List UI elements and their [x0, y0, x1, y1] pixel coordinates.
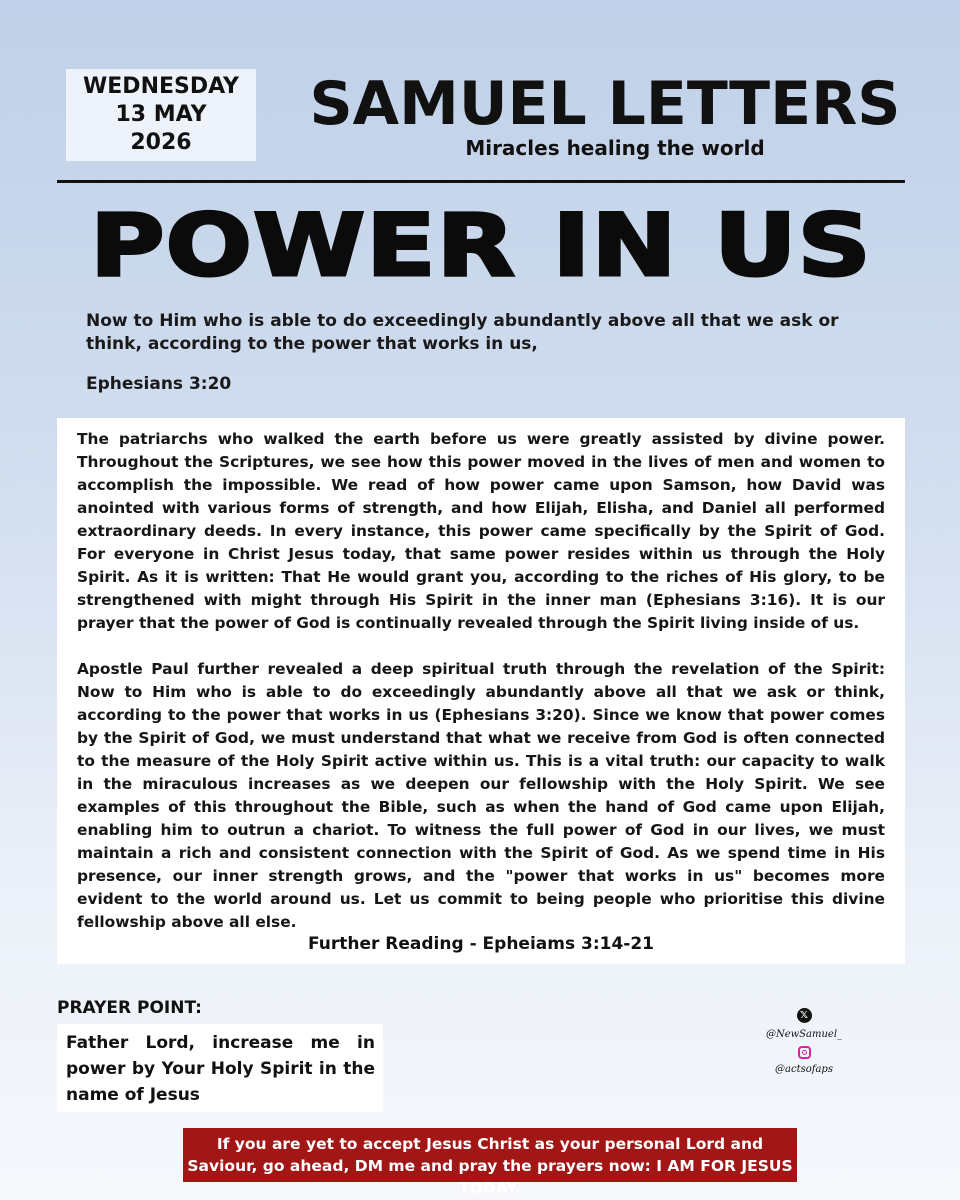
instagram-handle: @actsofaps	[775, 1064, 833, 1075]
x-handle: @NewSamuel_	[765, 1029, 843, 1040]
headline: POWER IN US	[90, 196, 872, 296]
prayer-point-label: PRAYER POINT:	[57, 998, 202, 1018]
salvation-call-to-action: If you are yet to accept Jesus Christ as your personal Lord and Saviour, go ahead, DM me and pray the prayers now: I AM FOR JESUS TODAY.	[183, 1128, 797, 1182]
header-divider	[57, 180, 905, 183]
instagram-icon	[798, 1046, 811, 1059]
date-box	[66, 69, 256, 161]
date-day-month: 13 MAY	[115, 102, 207, 127]
further-reading: Further Reading - Epheiams 3:14-21	[307, 934, 655, 954]
date-year: 2026	[130, 130, 192, 155]
prayer-point-text: Father Lord, increase me in power by Your Holy Spirit in the name of Jesus	[57, 1024, 383, 1112]
devotional-body-text	[77, 428, 885, 934]
devotional-body-card	[57, 418, 905, 964]
verse-text: Now to Him who is able to do exceedingly abundantly above all that we ask or think, according to the power that works in us,	[86, 311, 839, 354]
brand-tagline: Miracles healing the world	[465, 136, 765, 160]
date-weekday: WEDNESDAY	[83, 74, 239, 99]
body-paragraph-2: Apostle Paul further revealed a deep spiritual truth through the revelation of the Spirit: Now to Him who is able to do exceedingly abundantly above all that we ask or think, according to the power that works in us (Ephesians 3:20). Since we know that power comes by the Spirit of God, we must understand that what we receive from God is often connected to the measure of the Holy Spirit active within us. This is a vital truth: our capacity to walk in the miraculous increases as we deepen our fellowship with the Holy Spirit. We see examples of this throughout the Bible, such as when the hand of God came upon Elijah, enabling him to outrun a chariot. To witness the full power of God in our lives, we must maintain a rich and consistent connection with the Spirit of God. As we spend time in His presence, our inner strength grows, and the "power that works in us" becomes more evident to the world around us. Let us commit to being people who prioritise this divine fellowship above all else.	[77, 660, 885, 931]
body-paragraph-1: The patriarchs who walked the earth before us were greatly assisted by divine power. Throughout the Scriptures, we see how this power moved in the lives of men and women to accomplish the impossible. We read of how power came upon Samson, how David was anointed with various forms of strength, and how Elijah, Elisha, and Daniel all performed extraordinary deeds. In every instance, this power came specifically by the Spirit of God. For everyone in Christ Jesus today, that same power resides within us through the Holy Spirit. As it is written: That He would grant you, according to the riches of His glory, to be strengthened with might through His Spirit in the inner man (Ephesians 3:16). It is our prayer that the power of God is continually revealed through the Spirit living inside of us.	[77, 430, 885, 632]
social-handles	[758, 1008, 850, 1075]
verse-reference: Ephesians 3:20	[86, 374, 232, 394]
brand-title: SAMUEL LETTERS	[309, 69, 901, 139]
x-logo-icon: 𝕏	[797, 1008, 812, 1023]
